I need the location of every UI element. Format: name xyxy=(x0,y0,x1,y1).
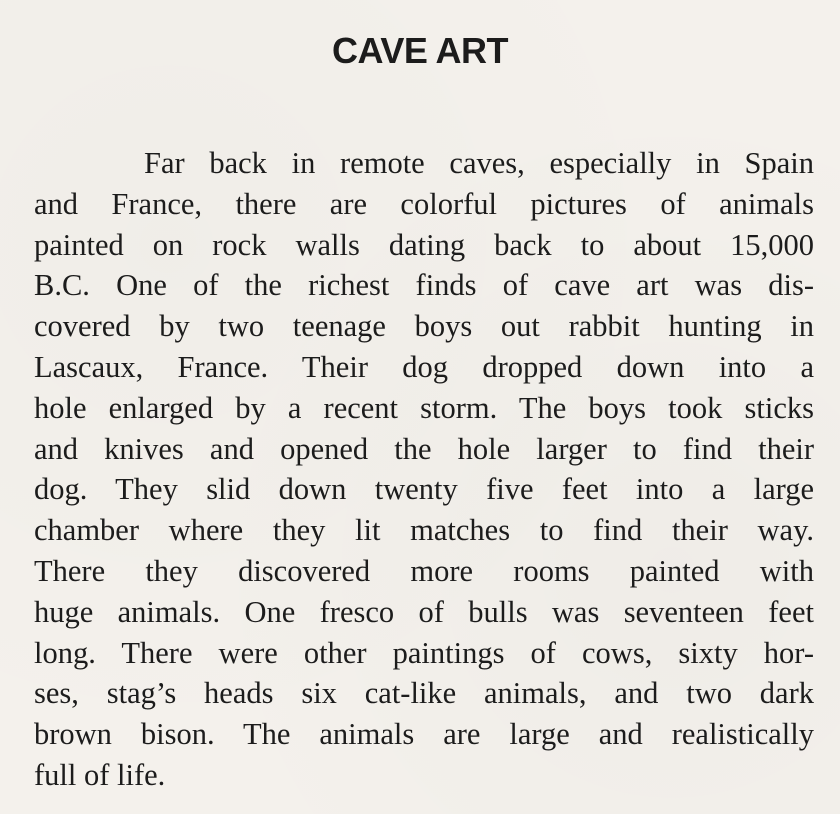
paragraph-line: chamber where they lit matches to find their way. xyxy=(34,513,814,548)
paragraph-line: brown bison. The animals are large and realistically xyxy=(34,717,814,752)
paragraph-line: dog. They slid down twenty five feet into a large xyxy=(34,472,814,507)
paragraph-line: ses, stag’s heads six cat-like animals, and two dark xyxy=(34,676,814,711)
paragraph-line: huge animals. One fresco of bulls was seventeen feet xyxy=(34,594,814,629)
paragraph-line: painted on rock walls dating back to about 15,000 xyxy=(34,227,814,262)
paragraph-line: covered by two teenage boys out rabbit hunting in xyxy=(34,309,814,344)
paragraph-line: and knives and opened the hole larger to find their xyxy=(34,431,814,466)
paragraph-line: Lascaux, France. Their dog dropped down into a xyxy=(34,349,814,384)
paragraph-line: long. There were other paintings of cows, sixty hor- xyxy=(34,635,814,670)
paragraph-line: B.C. One of the richest finds of cave art was dis- xyxy=(34,268,814,303)
paragraph-line: full of life. xyxy=(34,757,166,792)
body-paragraph xyxy=(34,143,814,796)
paragraph-line: Far back in remote caves, especially in Spain xyxy=(144,146,814,180)
paragraph-line: There they discovered more rooms painted with xyxy=(34,553,814,588)
paragraph-line: and France, there are colorful pictures of animals xyxy=(34,186,814,221)
paragraph-line: hole enlarged by a recent storm. The boys took sticks xyxy=(34,390,814,425)
page-title: CAVE ART xyxy=(332,30,508,71)
